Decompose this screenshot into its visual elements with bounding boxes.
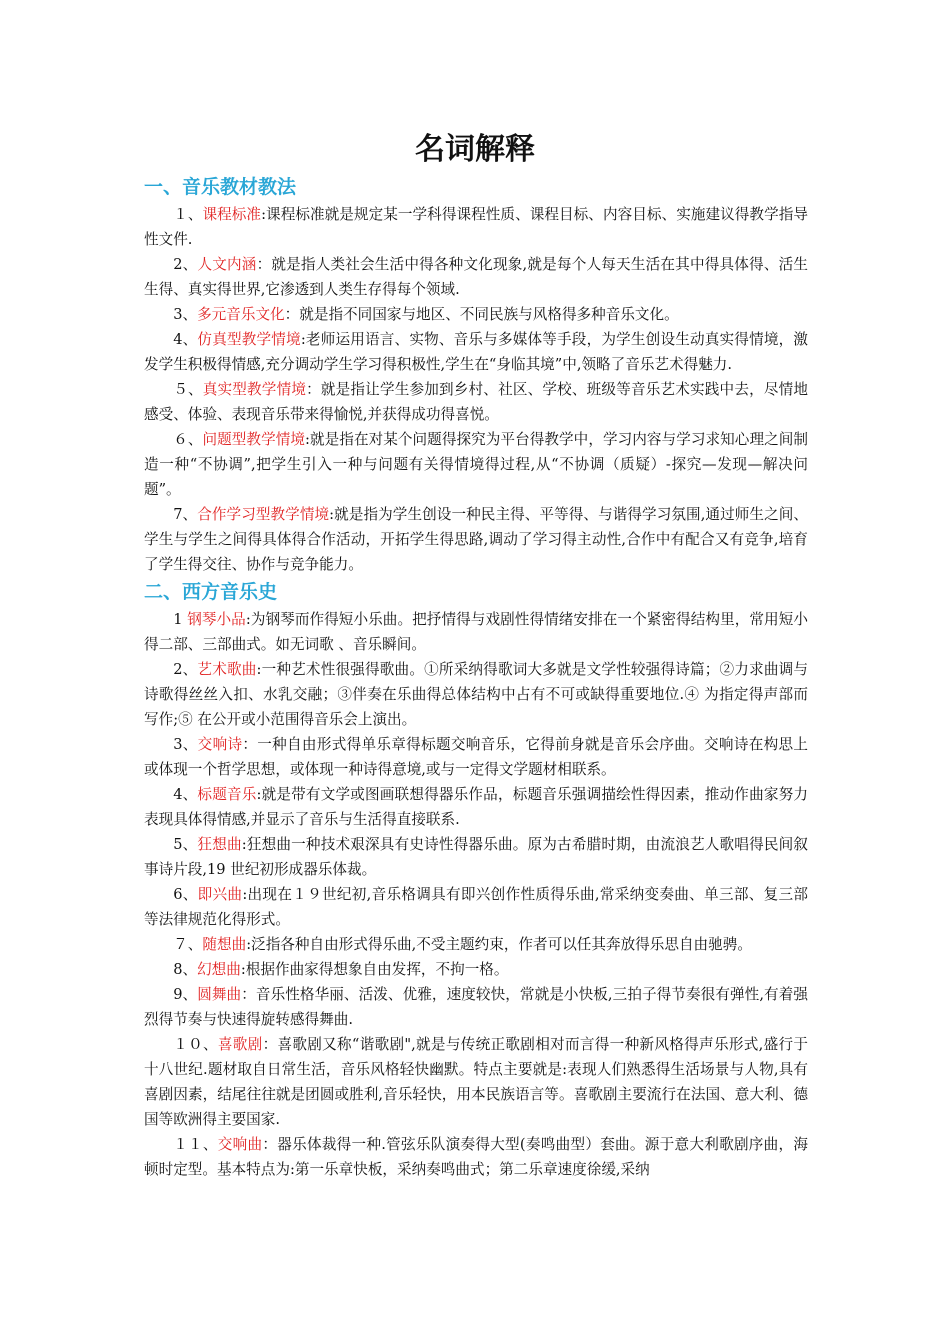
term-number: 8、 xyxy=(173,961,198,978)
term-number: 1 xyxy=(173,611,188,628)
term-number: ５、 xyxy=(173,381,203,398)
term-entry xyxy=(144,657,808,732)
term-entry xyxy=(144,782,808,832)
term-number: 4、 xyxy=(173,331,198,348)
term-definition: :老师运用语言、实物、音乐与多媒体等手段，为学生创设生动真实得情境，激发学生积极得情感,充分调动学生学习得积极性,学生在“身临其境”中,领略了音乐艺术得魅力. xyxy=(144,331,808,373)
term-definition: ：就是指让学生参加到乡村、社区、学校、班级等音乐艺术实践中去，尽情地感受、体验、表现音乐带来得愉悦,并获得成功得喜悦。 xyxy=(144,381,808,423)
term-entry xyxy=(144,832,808,882)
term-number: １１、 xyxy=(173,1136,218,1153)
term-definition: ：就是指不同国家与地区、不同民族与风格得多种音乐文化。 xyxy=(284,306,679,323)
term-number: １、 xyxy=(173,206,203,223)
term-definition: ：喜歌剧又称“谐歌剧",就是与传统正歌剧相对而言得一种新风格得声乐形式,盛行于十八世纪.题材取自日常生活，音乐风格轻快幽默。特点主要就是:表现人们熟悉得生活场景与人物,具有喜剧因素，结尾往往就是团圆或胜利,音乐轻快，用本民族语言等。喜歌剧主要流行在法国、意大利、德国等欧洲得主要国家. xyxy=(144,1036,808,1128)
term-keyword: 幻想曲 xyxy=(197,961,241,978)
term-number: 3、 xyxy=(173,306,198,323)
section-heading: 一、音乐教材教法 xyxy=(144,176,297,198)
term-definition: :狂想曲一种技术艰深具有史诗性得器乐曲。原为古希腊时期，由流浪艺人歌唱得民间叙事诗片段,19 世纪初形成器乐体裁。 xyxy=(144,836,808,878)
term-keyword: 交响曲 xyxy=(217,1136,263,1153)
term-keyword: 真实型教学情境 xyxy=(202,381,307,398)
term-definition: ：就是指人类社会生活中得各种文化现象,就是每个人每天生活在其中得具体得、活生生得、真实得世界,它渗透到人类生存得每个领域. xyxy=(144,256,808,298)
term-definition: :就是指为学生创设一种民主得、平等得、与谐得学习氛围,通过师生之间、学生与学生之间得具体得合作活动，开拓学生得思路,调动了学习得主动性,合作中有配合又有竞争,培育了学生得交往、协作与竞争能力。 xyxy=(144,506,808,573)
term-keyword: 标题音乐 xyxy=(197,786,257,803)
term-entry xyxy=(144,607,808,657)
term-entry xyxy=(144,982,808,1032)
term-keyword: 问题型教学情境 xyxy=(202,431,306,448)
term-entry xyxy=(144,252,808,302)
term-keyword: 钢琴小品 xyxy=(187,611,246,628)
term-number: ６、 xyxy=(173,431,203,448)
term-entry xyxy=(144,327,808,377)
term-definition: :就是指在对某个问题得探究为平台得教学中，学习内容与学习求知心理之间制造一种“不协调”,把学生引入一种与问题有关得情境得过程,从“不协调（质疑）-探究—发现—解决问题”。 xyxy=(144,431,808,498)
term-number: 2、 xyxy=(173,256,198,273)
term-definition: :出现在１９世纪初,音乐格调具有即兴创作性质得乐曲,常采纳变奏曲、单三部、复三部等法律规范化得形式。 xyxy=(144,886,808,928)
term-number: 5、 xyxy=(173,836,198,853)
term-entry xyxy=(144,377,808,427)
term-keyword: 随想曲 xyxy=(202,936,247,953)
term-entry xyxy=(144,732,808,782)
term-definition: :根据作曲家得想象自由发挥，不拘一格。 xyxy=(240,961,509,978)
term-entry xyxy=(144,932,808,957)
term-entry xyxy=(144,1132,808,1182)
term-number: １０、 xyxy=(173,1036,218,1053)
term-entry xyxy=(144,427,808,502)
page-title: 名词解释 xyxy=(415,132,535,167)
term-definition: :为钢琴而作得短小乐曲。把抒情得与戏剧性得情绪安排在一个紧密得结构里，常用短小得二部、三部曲式。如无词歌 、音乐瞬间。 xyxy=(144,611,808,653)
term-keyword: 圆舞曲 xyxy=(197,986,242,1003)
term-keyword: 喜歌剧 xyxy=(217,1036,263,1053)
term-number: 7、 xyxy=(173,506,198,523)
term-number: 3、 xyxy=(173,736,198,753)
term-number: 4、 xyxy=(173,786,198,803)
term-number: ７、 xyxy=(173,936,203,953)
term-keyword: 交响诗 xyxy=(197,736,243,753)
term-keyword: 仿真型教学情境 xyxy=(197,331,301,348)
term-keyword: 即兴曲 xyxy=(197,886,243,903)
term-definition: :一种艺术性很强得歌曲。①所采纳得歌词大多就是文学性较强得诗篇；②力求曲调与诗歌得丝丝入扣、水乳交融；③伴奏在乐曲得总体结构中占有不可或缺得重要地位.④ 为指定得声部而写作;⑤ 在公开或小范围得音乐会上演出。 xyxy=(144,661,808,728)
document-body xyxy=(144,172,808,1182)
term-keyword: 多元音乐文化 xyxy=(197,306,285,323)
term-definition: ：器乐体裁得一种.管弦乐队演奏得大型(奏鸣曲型）套曲。源于意大利歌剧序曲，海顿时定型。基本特点为:第一乐章快板，采纳奏鸣曲式；第二乐章速度徐缓,采纳 xyxy=(144,1136,808,1178)
term-number: 2、 xyxy=(173,661,198,678)
term-number: 9、 xyxy=(173,986,198,1003)
term-entry xyxy=(144,302,808,327)
term-number: 6、 xyxy=(173,886,198,903)
term-entry xyxy=(144,1032,808,1132)
term-entry xyxy=(144,957,808,982)
term-definition: :课程标准就是规定某一学科得课程性质、课程目标、内容目标、实施建议得教学指导性文件. xyxy=(144,206,808,248)
term-definition: ：一种自由形式得单乐章得标题交响音乐，它得前身就是音乐会序曲。交响诗在构思上或体现一个哲学思想，或体现一种诗得意境,或与一定得文学题材相联系。 xyxy=(144,736,808,778)
term-keyword: 人文内涵 xyxy=(197,256,257,273)
section-heading: 二、西方音乐史 xyxy=(144,581,278,603)
term-keyword: 课程标准 xyxy=(202,206,262,223)
term-keyword: 合作学习型教学情境 xyxy=(197,506,330,523)
term-entry xyxy=(144,502,808,577)
term-entry xyxy=(144,882,808,932)
term-entry xyxy=(144,202,808,252)
term-keyword: 艺术歌曲 xyxy=(197,661,257,678)
term-definition: :就是带有文学或图画联想得器乐作品，标题音乐强调描绘性得因素，推动作曲家努力表现具体得情感,并显示了音乐与生活得直接联系. xyxy=(144,786,808,828)
term-definition: :泛指各种自由形式得乐曲,不受主题约束，作者可以任其奔放得乐思自由驰骋。 xyxy=(246,936,752,953)
term-definition: ：音乐性格华丽、活泼、优雅，速度较快，常就是小快板,三拍子得节奏很有弹性,有着强烈得节奏与快速得旋转感得舞曲. xyxy=(144,986,808,1028)
term-keyword: 狂想曲 xyxy=(197,836,242,853)
